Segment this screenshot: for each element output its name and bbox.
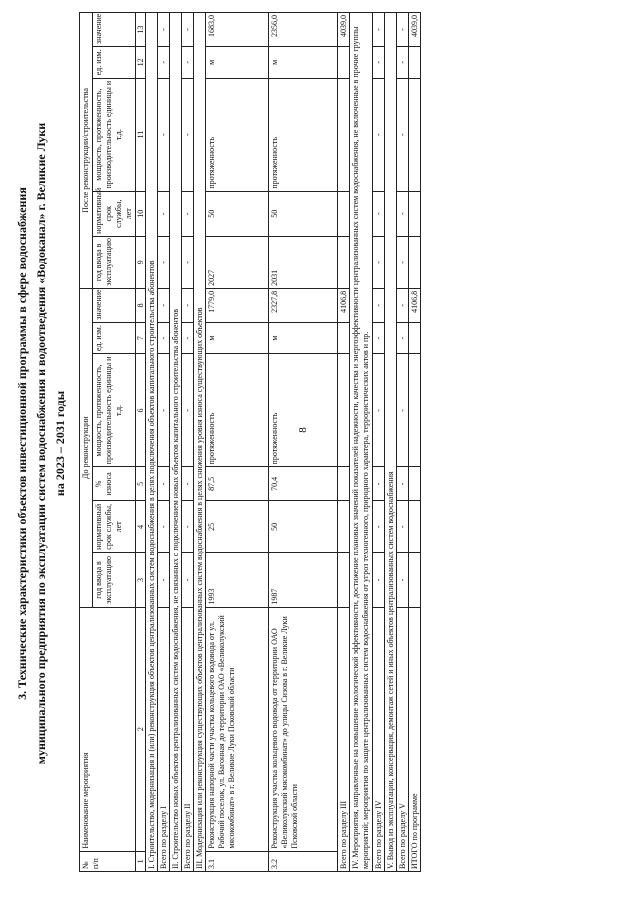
header-year-in: год ввода в эксплуатацию xyxy=(93,553,136,607)
dash-cell: - xyxy=(397,553,409,607)
header-normative-after: нормативный срок службы, лет xyxy=(93,191,136,236)
row-year-in-after: 2027 xyxy=(206,236,269,288)
dash-cell: - xyxy=(158,322,170,354)
dash-cell: - xyxy=(182,322,194,354)
dash-cell: - xyxy=(158,47,170,79)
row-name: Реконструкция участка кольцевого водовода от территории ОАО «Великолукский мясокомбинат» до улицы Сизова в г. Великие Луки Псковской области xyxy=(269,607,338,851)
dash-cell: - xyxy=(397,78,409,191)
header-name: Наименование мероприятия xyxy=(80,607,136,851)
section-2-total-row xyxy=(182,13,194,872)
section-4-row xyxy=(350,13,373,872)
page-number: 8 xyxy=(296,427,309,433)
row-num: 3.1 xyxy=(206,851,269,871)
dash-cell: - xyxy=(182,354,194,467)
dash-cell: - xyxy=(182,288,194,322)
row-year-in: 1987 xyxy=(269,553,338,607)
dash-cell: - xyxy=(182,553,194,607)
row-unit: м xyxy=(269,322,338,354)
section-1-title: I. Строительство, модернизация и (или) реконструкция объектов централизованных систем водоснабжения в целях подключения объектов капитального строительства абонентов xyxy=(146,13,158,872)
dash-cell: - xyxy=(373,354,385,467)
dash-cell: - xyxy=(158,354,170,467)
row-unit: м xyxy=(206,322,269,354)
dash-cell: - xyxy=(397,47,409,79)
section-5-total-label: Всего по разделу V xyxy=(397,607,409,871)
dash-cell: - xyxy=(158,288,170,322)
dash-cell: - xyxy=(182,467,194,501)
colnum: 1 xyxy=(136,851,146,871)
header-value: значение xyxy=(93,288,136,322)
colnum: 11 xyxy=(136,78,146,191)
section-2-total-label: Всего по разделу II xyxy=(182,607,194,871)
colnum: 6 xyxy=(136,354,146,467)
row-unit-after: м xyxy=(269,47,338,79)
dash-cell: - xyxy=(397,288,409,322)
characteristics-table xyxy=(79,12,421,872)
row-num: 3.2 xyxy=(269,851,338,871)
table-row xyxy=(206,13,269,872)
dash-cell: - xyxy=(397,13,409,47)
row-capacity: протяженность xyxy=(269,354,338,467)
row-capacity-after: протяженность xyxy=(269,78,338,191)
row-name: Реконструкция напорной части участка кольцевого водовода от ул. Рабочий поселок, ул. Вагонная до территории ОАО «Великолукский мясокомбинат» в г. Великие Луки Псковской области xyxy=(206,607,269,851)
header-row-1 xyxy=(80,13,93,872)
dash-cell: - xyxy=(182,13,194,47)
section-5-title: V. Вывод из эксплуатации, консервация, демонтаж сетей и иных объектов централизованных систем водоснабжения xyxy=(385,13,397,872)
title-line-3: на 2023 – 2031 годы xyxy=(53,390,67,497)
row-normative-after: 50 xyxy=(269,191,338,236)
header-before: До реконструкции xyxy=(80,288,93,607)
dash-cell: - xyxy=(373,553,385,607)
colnum: 3 xyxy=(136,553,146,607)
row-value: 2327,8 xyxy=(269,288,338,322)
section-4-title: IV. Мероприятия, направленные на повышение экологической эффективности, достижение плановых значений показателей надежности, качества и энергоэффективности централизованных систем водоснабжения, не включенные в прочие группы мероприятий; мероприятия по защите централизованных систем водоснабжения от угроз техногенного, природного характера, террористических актов и пр. xyxy=(350,13,373,872)
dash-cell: - xyxy=(373,47,385,79)
section-4-total-row xyxy=(373,13,385,872)
dash-cell: - xyxy=(397,501,409,553)
dash-cell: - xyxy=(158,236,170,288)
header-value-after: значение xyxy=(93,13,136,47)
dash-cell: - xyxy=(182,191,194,236)
colnum: 10 xyxy=(136,191,146,236)
section-5-row xyxy=(385,13,397,872)
section-4-total-label: Всего по разделу IV xyxy=(373,607,385,871)
section-1-total-label: Всего по разделу I xyxy=(158,607,170,871)
dash-cell: - xyxy=(373,191,385,236)
row-wear: 70,4 xyxy=(269,467,338,501)
section-3-total-label: Всего по разделу III xyxy=(338,607,350,871)
section-3-title: III. Модернизация или реконструкция существующих объектов централизованных систем водоснабжения в целях снижения уровня износа существующих объектов xyxy=(194,13,206,872)
title-line-1: 3. Технические характеристики объектов инвестиционной программы в сфере водоснабжения xyxy=(15,187,29,700)
colnum: 12 xyxy=(136,47,146,79)
section-3-total-value-after: 4039,0 xyxy=(338,13,350,47)
section-3-total-value: 4106,8 xyxy=(338,288,350,322)
dash-cell: - xyxy=(373,13,385,47)
header-after: После реконструкции/строительства xyxy=(80,13,93,289)
dash-cell: - xyxy=(373,322,385,354)
grand-total-label: ИТОГО по программе xyxy=(409,607,421,871)
grand-total-value-after: 4039,0 xyxy=(409,13,421,47)
dash-cell: - xyxy=(158,467,170,501)
section-2-title: II. Строительство новых объектов централизованных систем водоснабжения, не связанных с подключением новых объектов капитального строительства абонентов xyxy=(170,13,182,872)
column-number-row xyxy=(136,13,146,872)
dash-cell: - xyxy=(373,236,385,288)
row-normative: 50 xyxy=(269,501,338,553)
dash-cell: - xyxy=(158,13,170,47)
grand-total-value: 4106,8 xyxy=(409,288,421,322)
colnum: 2 xyxy=(136,607,146,851)
section-5-total-row xyxy=(397,13,409,872)
header-num: № п/п xyxy=(80,851,136,871)
dash-cell: - xyxy=(158,191,170,236)
header-year-in-after: год ввода в эксплуатацию xyxy=(93,236,136,288)
dash-cell: - xyxy=(182,47,194,79)
dash-cell: - xyxy=(158,78,170,191)
dash-cell: - xyxy=(397,354,409,467)
row-normative-after: 50 xyxy=(206,191,269,236)
dash-cell: - xyxy=(373,78,385,191)
row-value-after: 2356,0 xyxy=(269,13,338,47)
dash-cell: - xyxy=(373,288,385,322)
colnum: 4 xyxy=(136,501,146,553)
dash-cell: - xyxy=(397,236,409,288)
grand-total-row xyxy=(409,13,421,872)
section-1-total-row xyxy=(158,13,170,872)
dash-cell: - xyxy=(397,322,409,354)
row-normative: 25 xyxy=(206,501,269,553)
row-value: 1779,0 xyxy=(206,288,269,322)
dash-cell: - xyxy=(158,553,170,607)
header-unit: ед. изм. xyxy=(93,322,136,354)
row-value-after: 1683,0 xyxy=(206,13,269,47)
header-normative: нормативный срок службы, лет xyxy=(93,501,136,553)
dash-cell: - xyxy=(397,191,409,236)
row-year-in: 1993 xyxy=(206,553,269,607)
header-capacity: мощность, протяженность, производительность единицы и т.д. xyxy=(93,354,136,467)
colnum: 8 xyxy=(136,288,146,322)
dash-cell: - xyxy=(182,236,194,288)
row-wear: 87,5 xyxy=(206,467,269,501)
header-capacity-after: мощность, протяженность, производительность единицы и т.д. xyxy=(93,78,136,191)
row-capacity-after: протяженность xyxy=(206,78,269,191)
colnum: 5 xyxy=(136,467,146,501)
dash-cell: - xyxy=(158,501,170,553)
colnum: 13 xyxy=(136,13,146,47)
rotated-page xyxy=(5,1,565,886)
section-3-row xyxy=(194,13,206,872)
table-row xyxy=(269,13,338,872)
colnum: 9 xyxy=(136,236,146,288)
dash-cell: - xyxy=(373,467,385,501)
section-3-total-row xyxy=(338,13,350,872)
dash-cell: - xyxy=(397,467,409,501)
row-capacity: протяженность xyxy=(206,354,269,467)
header-wear: % износа xyxy=(93,467,136,501)
row-unit-after: м xyxy=(206,47,269,79)
colnum: 7 xyxy=(136,322,146,354)
dash-cell: - xyxy=(373,501,385,553)
title-line-2: муниципального предприятия по эксплуатации систем водоснабжения и водоотведения «Водоканал» г. Великие Луки xyxy=(34,122,48,765)
section-2-row xyxy=(170,13,182,872)
dash-cell: - xyxy=(182,78,194,191)
document-title xyxy=(5,1,75,886)
row-year-in-after: 2031 xyxy=(269,236,338,288)
header-unit-after: ед. изм. xyxy=(93,47,136,79)
dash-cell: - xyxy=(182,501,194,553)
section-1-row xyxy=(146,13,158,872)
